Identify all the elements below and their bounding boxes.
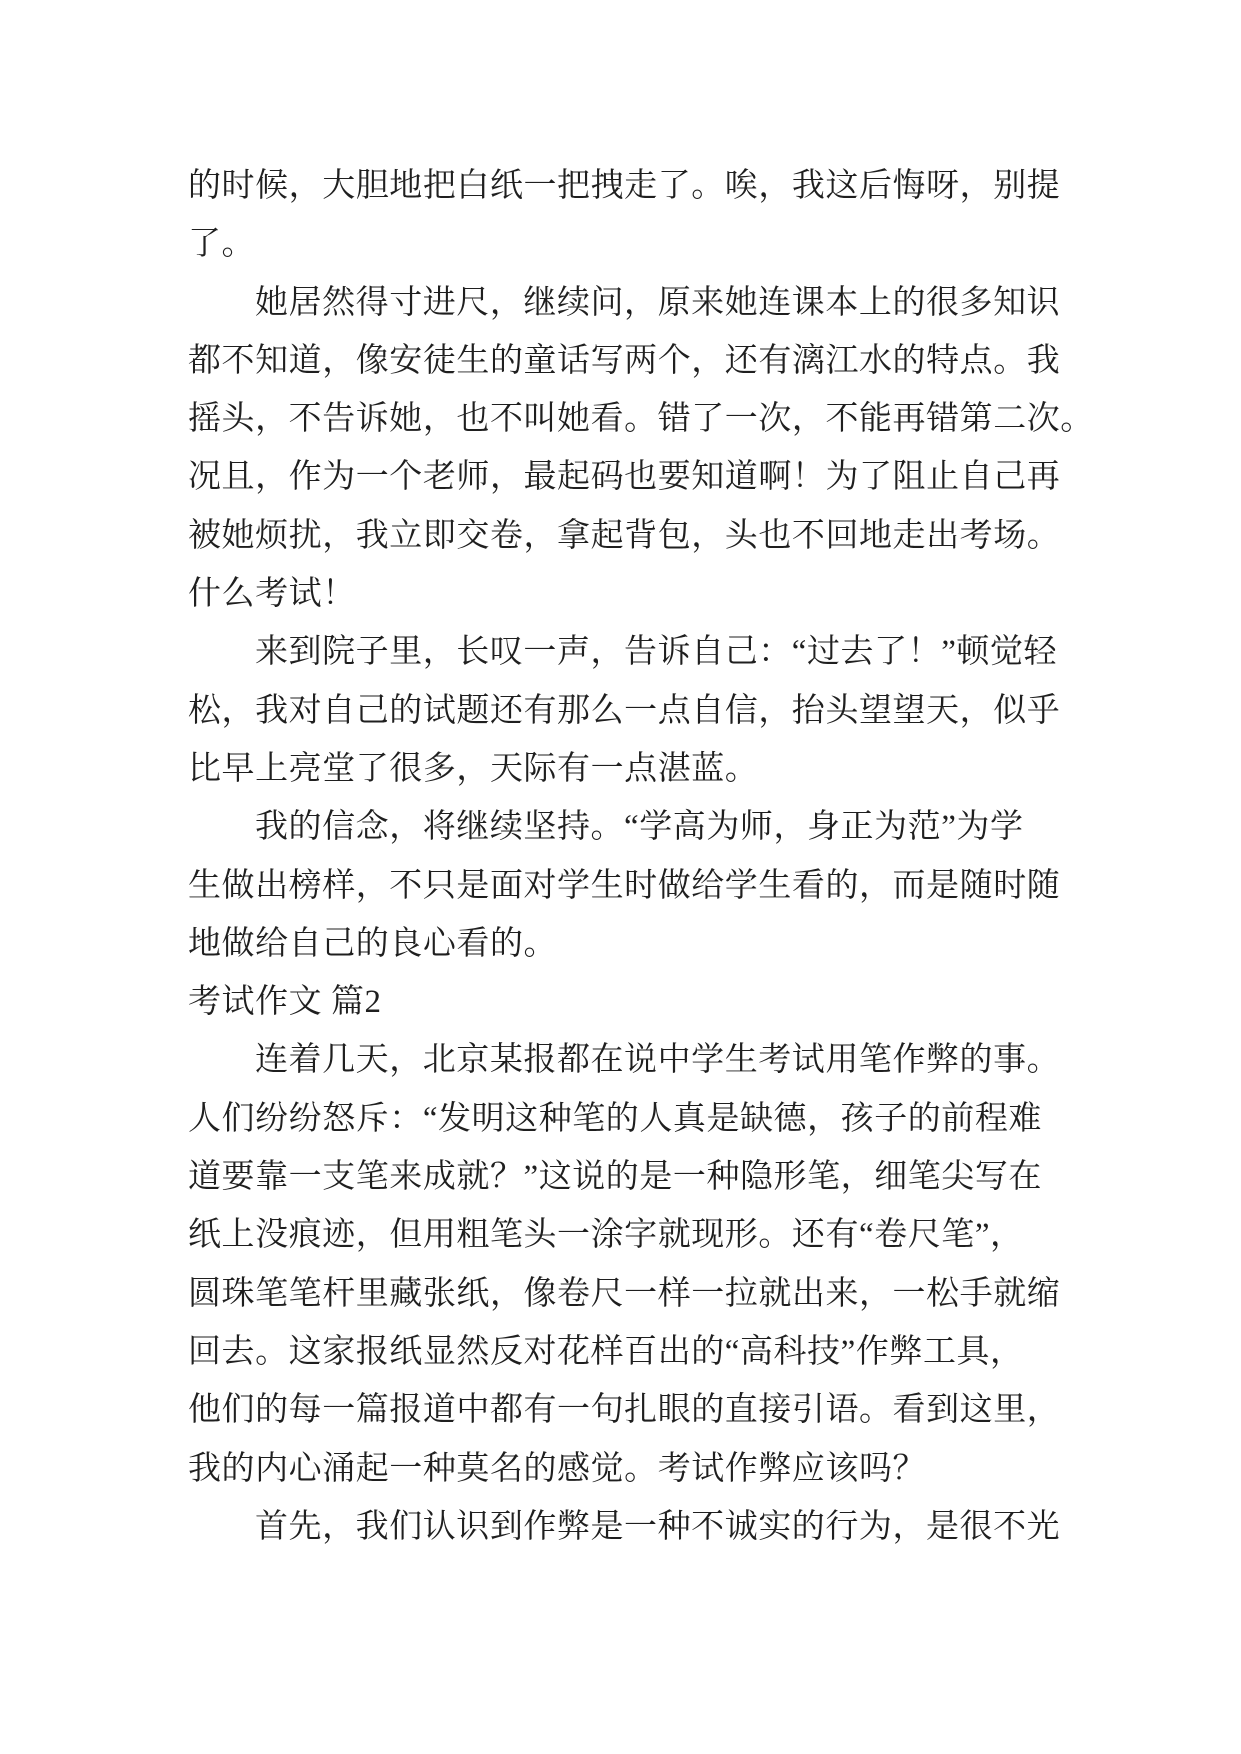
text-line: 了。 [188,226,256,263]
text-line: 他们的每一篇报道中都有一句扎眼的直接引语。看到这里， [188,1392,1061,1429]
section-heading: 考试作文 篇2 [188,984,382,1021]
text-line: 圆珠笔笔杆里藏张纸，像卷尺一样一拉就出来，一松手就缩 [188,1275,1061,1312]
text-line: 她居然得寸进尺，继续问，原来她连课本上的很多知识 [255,284,1061,321]
text-line: 我的信念，将继续坚持。“学高为师，身正为范”为学 [255,809,1024,846]
text-line: 纸上没痕迹，但用粗笔头一涂字就现形。还有“卷尺笔”， [188,1217,1024,1254]
text-line: 都不知道，像安徒生的童话写两个，还有漓江水的特点。我 [188,342,1061,379]
text-line: 什么考试！ [188,576,356,613]
text-line: 地做给自己的良心看的。 [188,925,558,962]
text-line: 连着几天，北京某报都在说中学生考试用笔作弊的事。 [255,1042,1061,1079]
text-line: 生做出榜样，不只是面对学生时做给学生看的，而是随时随 [188,867,1061,904]
text-line: 我的内心涌起一种莫名的感觉。考试作弊应该吗？ [188,1450,927,1487]
text-line: 况且，作为一个老师，最起码也要知道啊！为了阻止自己再 [188,459,1061,496]
text-line: 首先，我们认识到作弊是一种不诚实的行为，是很不光 [255,1508,1061,1545]
text-line: 的时候，大胆地把白纸一把拽走了。唉，我这后悔呀，别提 [188,168,1061,204]
text-line: 松，我对自己的试题还有那么一点自信，抬头望望天，似乎 [188,692,1061,729]
text-line: 道要靠一支笔来成就？”这说的是一种隐形笔，细笔尖写在 [188,1159,1042,1196]
text-line: 摇头，不告诉她，也不叫她看。错了一次，不能再错第二次。 [188,401,1094,438]
text-line: 比早上亮堂了很多，天际有一点湛蓝。 [188,750,759,787]
essay-text-block [188,157,1094,1556]
text-line: 被她烦扰，我立即交卷，拿起背包，头也不回地走出考场。 [188,517,1061,554]
text-line: 来到院子里，长叹一声，告诉自己：“过去了！”顿觉轻 [255,634,1058,671]
text-line: 回去。这家报纸显然反对花样百出的“高科技”作弊工具， [188,1333,1024,1370]
text-line: 人们纷纷怒斥：“发明这种笔的人真是缺德，孩子的前程难 [188,1100,1042,1137]
